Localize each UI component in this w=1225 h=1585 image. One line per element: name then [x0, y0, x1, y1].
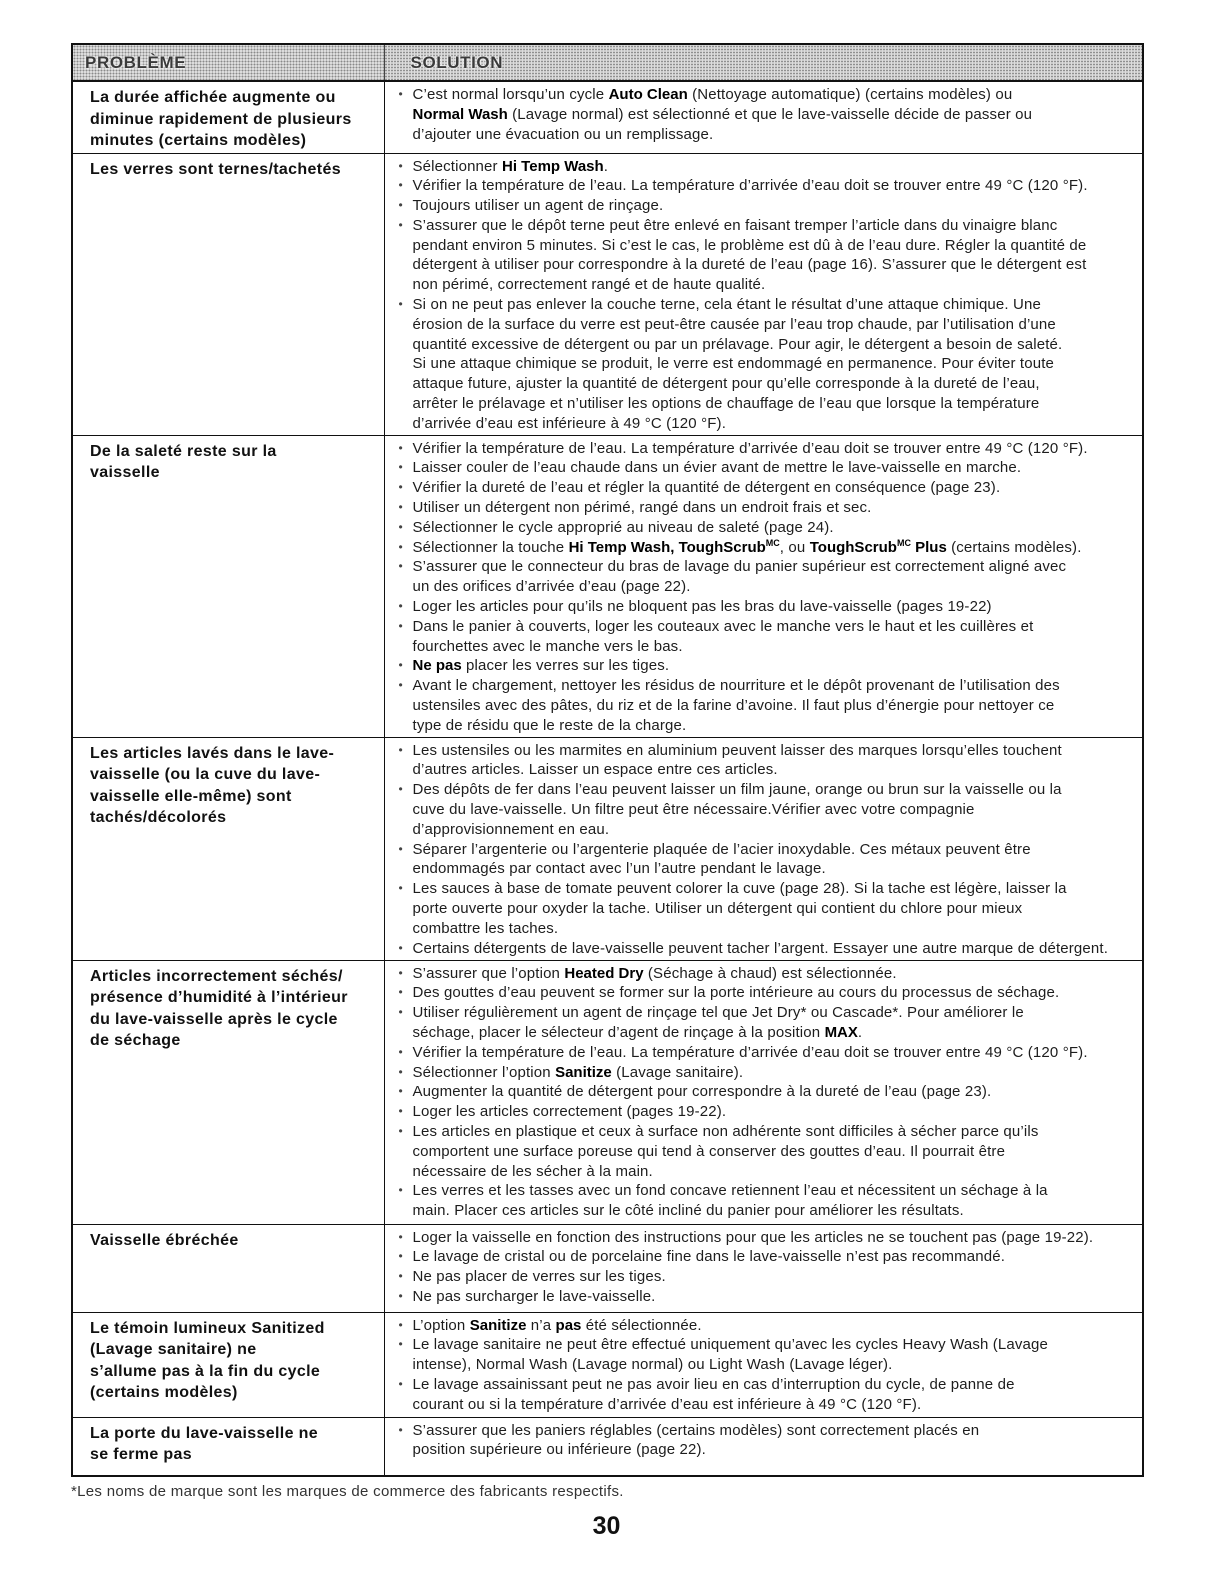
solution-item	[413, 939, 1136, 959]
solution-text: (Séchage à chaud) est sélectionnée.	[643, 964, 897, 982]
problem-text: La porte du lave-vaisselle ne se ferme pas	[90, 1424, 319, 1464]
solution-text: Sélectionner le cycle approprié au niveau de saleté (page 24).	[412, 518, 834, 536]
solution-bold-text: Sanitize	[469, 1316, 527, 1334]
solution-item	[413, 656, 1136, 676]
solution-text: S’assurer que le dépôt terne peut être enlevé en faisant tremper l’article dans du vinaigre blanc pendant environ 5 minutes. Si c’est le cas, le problème est dû à de l’eau dure. Régler la quantité de détergent à utiliser pour correspondre à la dureté de l’eau (page 16). S’assurer que le détergent est non périmé, correctement rangé et de haute qualité.	[412, 216, 1087, 294]
solution-text: C’est normal lorsqu’un cycle	[412, 86, 609, 103]
solution-list	[413, 85, 1136, 144]
troubleshooting-row	[72, 81, 1143, 153]
solution-item	[413, 1082, 1136, 1102]
solution-text: Certains détergents de lave-vaisselle peuvent tacher l’argent. Essayer une autre marque de détergent.	[412, 939, 1109, 957]
solution-text: Le lavage de cristal ou de porcelaine fine dans le lave-vaisselle n’est pas recommandé.	[412, 1248, 1006, 1266]
solution-text: Augmenter la quantité de détergent pour correspondre à la dureté de l’eau (page 23).	[412, 1083, 992, 1101]
solution-bold-text: Auto Clean	[608, 86, 688, 103]
solution-item	[413, 1335, 1136, 1375]
problem-text: De la saleté reste sur la vaisselle	[90, 442, 277, 482]
solution-text: Utiliser un détergent non périmé, rangé dans un endroit frais et sec.	[412, 499, 872, 517]
solution-text: Les articles en plastique et ceux à surface non adhérente sont difficiles à sécher parce qu’ils comportent une surface poreuse qui tend à conserver des gouttes d’eau. Il pourrait être nécessaire de les sécher à la main.	[412, 1123, 1039, 1180]
solution-item	[413, 85, 1136, 144]
problem-cell	[72, 1417, 384, 1476]
problem-text: Articles incorrectement séchés/ présence d’humidité à l’intérieur du lave-vaisselle après le cycle de séchage	[90, 967, 348, 1050]
table-header-row	[72, 44, 1143, 81]
solution-text: Loger les articles pour qu’ils ne bloquent pas les bras du lave-vaisselle (pages 19-22)	[412, 598, 992, 616]
solution-text: Loger les articles correctement (pages 19-22).	[412, 1103, 727, 1121]
solution-text: Le lavage assainissant peut ne pas avoir lieu en cas d’interruption du cycle, de panne de courant ou si la température d’arrivée d’eau est inférieure à 49 °C (120 °F).	[412, 1376, 1015, 1413]
solution-item	[413, 780, 1136, 839]
solution-item	[413, 983, 1136, 1003]
solution-bold-text: Plus	[910, 538, 947, 556]
solution-bold-text: Ne pas	[412, 657, 462, 675]
solution-text: Laisser couler de l’eau chaude dans un évier avant de mettre le lave-vaisselle en marche.	[412, 459, 1022, 477]
problem-cell	[72, 960, 384, 1224]
solution-cell	[384, 960, 1143, 1224]
solution-item	[413, 478, 1136, 498]
problem-cell	[72, 737, 384, 960]
solution-item	[413, 964, 1136, 984]
solution-bold-text: MAX	[824, 1024, 858, 1042]
table-header-problem: PROBLÈME	[72, 44, 384, 81]
solution-cell	[384, 737, 1143, 960]
troubleshooting-table	[71, 43, 1144, 1477]
solution-text: S’assurer que les paniers réglables (certains modèles) sont correctement placés en position supérieure ou inférieure (page 22).	[412, 1421, 980, 1459]
solution-item	[413, 617, 1136, 657]
solution-item	[413, 1063, 1136, 1083]
problem-cell	[72, 435, 384, 737]
solution-item	[413, 597, 1136, 617]
problem-text: Les articles lavés dans le lave- vaisselle (ou la cuve du lave- vaisselle elle-même) sont tachés/décolorés	[90, 744, 335, 827]
solution-text: Sélectionner l’option	[412, 1063, 556, 1081]
solution-bold-text: Normal Wash	[412, 105, 508, 123]
solution-item	[413, 216, 1136, 295]
solution-text: Sélectionner	[412, 157, 503, 175]
solution-item	[413, 196, 1136, 216]
solution-item	[413, 1287, 1136, 1307]
troubleshooting-rows	[72, 81, 1143, 1476]
solution-item	[413, 1181, 1136, 1221]
solution-text: Utiliser régulièrement un agent de rinçage tel que Jet Dry* ou Cascade*. Pour améliorer le séchage, placer le sélecteur d’agent de rinçage à la position	[412, 1004, 1024, 1042]
solution-text: Avant le chargement, nettoyer les résidus de nourriture et le dépôt provenant de l’utilisation des ustensiles avec des pâtes, du riz et de la farine d’avoine. Il faut plus d’énergie pour nettoyer ce type de résidu que le reste de la charge.	[412, 677, 1060, 734]
troubleshooting-row	[72, 960, 1143, 1224]
solution-item	[413, 295, 1136, 434]
page-content	[71, 43, 1142, 1540]
solution-text: Des gouttes d’eau peuvent se former sur la porte intérieure au cours du processus de séchage.	[412, 984, 1060, 1002]
solution-item	[413, 879, 1136, 938]
solution-item	[413, 1043, 1136, 1063]
trademark-superscript: MC	[765, 537, 780, 548]
solution-text: Les ustensiles ou les marmites en aluminium peuvent laisser des marques lorsqu’elles touchent d’autres articles. Laisser un espace entre ces articles.	[412, 741, 1062, 779]
solution-item	[413, 458, 1136, 478]
problem-text: La durée affichée augmente ou diminue rapidement de plusieurs minutes (certains modèles)	[90, 89, 352, 149]
troubleshooting-row	[72, 1417, 1143, 1476]
solution-item	[413, 557, 1136, 597]
solution-text: Vérifier la température de l’eau. La température d’arrivée d’eau doit se trouver entre 49 °C (120 °F).	[412, 1043, 1088, 1061]
solution-text: n’a	[526, 1316, 556, 1334]
solution-list	[413, 439, 1136, 736]
solution-item	[413, 1316, 1136, 1336]
solution-text: (Lavage sanitaire).	[611, 1063, 744, 1081]
solution-text: S’assurer que l’option	[412, 964, 565, 982]
solution-bold-text: Sanitize	[555, 1063, 612, 1081]
solution-text: été sélectionnée.	[581, 1316, 702, 1334]
solution-bold-text: Hi Temp Wash, ToughScrub	[568, 538, 766, 556]
solution-list	[413, 1421, 1136, 1461]
troubleshooting-row	[72, 1312, 1143, 1417]
solution-text: Le lavage sanitaire ne peut être effectué uniquement qu’avec les cycles Heavy Wash (Lavage intense), Normal Wash (Lavage normal) ou Light Wash (Lavage léger).	[412, 1336, 1049, 1374]
solution-cell	[384, 1224, 1143, 1312]
problem-cell	[72, 153, 384, 435]
solution-item	[413, 498, 1136, 518]
solution-text: Vérifier la dureté de l’eau et régler la quantité de détergent en conséquence (page 23).	[412, 479, 1001, 497]
solution-bold-text: Heated Dry	[564, 964, 644, 982]
solution-text: Vérifier la température de l’eau. La température d’arrivée d’eau doit se trouver entre 49 °C (120 °F).	[412, 177, 1088, 195]
solution-text: Sélectionner la touche	[412, 538, 569, 556]
page-number: 30	[592, 1512, 621, 1541]
solution-item	[413, 157, 1136, 177]
solution-text: Ne pas placer de verres sur les tiges.	[412, 1268, 666, 1286]
trademark-superscript: MC	[896, 537, 911, 548]
solution-item	[413, 439, 1136, 459]
solution-item	[413, 741, 1136, 781]
problem-cell	[72, 81, 384, 153]
troubleshooting-row	[72, 1224, 1143, 1312]
table-header-solution: SOLUTION	[384, 44, 1143, 81]
solution-text: Toujours utiliser un agent de rinçage.	[412, 197, 664, 215]
solution-text: Loger la vaisselle en fonction des instructions pour que les articles ne se touchent pas (page 19-22).	[412, 1228, 1094, 1246]
solution-text: .	[603, 157, 609, 175]
solution-text: (Nettoyage automatique) (certains modèles) ou	[692, 86, 1013, 103]
solution-text: Ne pas surcharger le lave-vaisselle.	[412, 1288, 656, 1306]
solution-bold-text: ToughScrub	[809, 538, 897, 556]
solution-text: Des dépôts de fer dans l’eau peuvent laisser un film jaune, orange ou brun sur la vaisselle ou la cuve du lave-vaisselle. Un filtre peut être nécessaire.Vérifier avec votre compagnie d’approvisionnement en eau.	[412, 781, 1062, 838]
solution-text: .	[857, 1024, 863, 1042]
problem-cell	[72, 1312, 384, 1417]
solution-bold-text: Hi Temp Wash	[502, 157, 604, 175]
solution-text: , ou	[779, 538, 810, 556]
problem-text: Vaisselle ébréchée	[90, 1231, 239, 1249]
solution-list	[413, 964, 1136, 1221]
solution-text: Dans le panier à couverts, loger les couteaux avec le manche vers le haut et les cuillères et fourchettes avec le manche vers le bas.	[412, 617, 1034, 655]
solution-bold-text: pas	[555, 1316, 582, 1334]
problem-text: Les verres sont ternes/tachetés	[90, 160, 341, 178]
solution-text: S’assurer que le connecteur du bras de lavage du panier supérieur est correctement aligné avec un des orifices d’arrivée d’eau (page 22).	[412, 558, 1067, 596]
solution-item	[413, 1247, 1136, 1267]
solution-item	[413, 676, 1136, 735]
solution-cell	[384, 435, 1143, 737]
solution-item	[413, 1003, 1136, 1043]
solution-list	[413, 157, 1136, 434]
problem-text: Le témoin lumineux Sanitized (Lavage sanitaire) ne s’allume pas à la fin du cycle (certains modèles)	[90, 1319, 325, 1402]
troubleshooting-row	[72, 737, 1143, 960]
footnote: *Les noms de marque sont les marques de commerce des fabricants respectifs.	[71, 1483, 624, 1501]
solution-item	[413, 1267, 1136, 1287]
solution-text: Les sauces à base de tomate peuvent colorer la cuve (page 28). Si la tache est légère, laisser la porte ouverte pour oxyder la tache. Utiliser un détergent qui contient du chlore pour mieux combattre les taches.	[412, 880, 1067, 937]
solution-item	[413, 1102, 1136, 1122]
solution-text: Séparer l’argenterie ou l’argenterie plaquée de l’acier inoxydable. Ces métaux peuvent être endommagés par contact avec l’un l’autre pendant le lavage.	[412, 840, 1031, 878]
solution-cell	[384, 81, 1143, 153]
solution-item	[413, 176, 1136, 196]
solution-item	[413, 1228, 1136, 1248]
solution-text: (certains modèles).	[946, 538, 1082, 556]
solution-text: L’option	[412, 1316, 470, 1334]
solution-text: Les verres et les tasses avec un fond concave retiennent l’eau et nécessitent un séchage à la main. Placer ces articles sur le côté incliné du panier pour améliorer les résultats.	[412, 1182, 1048, 1220]
solution-cell	[384, 1312, 1143, 1417]
solution-cell	[384, 153, 1143, 435]
solution-item	[413, 1122, 1136, 1181]
solution-item	[413, 840, 1136, 880]
solution-item	[413, 518, 1136, 538]
solution-text: placer les verres sur les tiges.	[461, 657, 670, 675]
solution-list	[413, 1228, 1136, 1307]
solution-item	[413, 538, 1136, 558]
solution-list	[413, 1316, 1136, 1415]
solution-item	[413, 1421, 1136, 1461]
solution-text: Vérifier la température de l’eau. La température d’arrivée d’eau doit se trouver entre 49 °C (120 °F).	[412, 439, 1088, 457]
solution-cell	[384, 1417, 1143, 1476]
troubleshooting-row	[72, 153, 1143, 435]
solution-item	[413, 1375, 1136, 1415]
solution-list	[413, 741, 1136, 959]
solution-text: (Lavage normal) est sélectionné et que le lave-vaisselle décide de passer ou d’ajouter une évacuation ou un remplissage.	[412, 105, 1033, 143]
solution-text: Si on ne peut pas enlever la couche terne, cela étant le résultat d’une attaque chimique. Une érosion de la surface du verre est peut-être causée par l’eau trop chaude, par l’utilisation d’une quantité excessive de détergent ou par un prélavage. Pour agir, le détergent a besoin de saleté. Si une attaque chimique se produit, le verre est endommagé en permanence. Pour éviter toute attaque future, ajuster la quantité de détergent pour qu’elle corresponde à la dureté de l’eau, arrêter le prélavage et n’utiliser les options de chauffage de l’eau que lorsque la température d’arrivée d’eau est inférieure à 49 °C (120 °F).	[412, 296, 1063, 432]
problem-cell	[72, 1224, 384, 1312]
troubleshooting-row	[72, 435, 1143, 737]
